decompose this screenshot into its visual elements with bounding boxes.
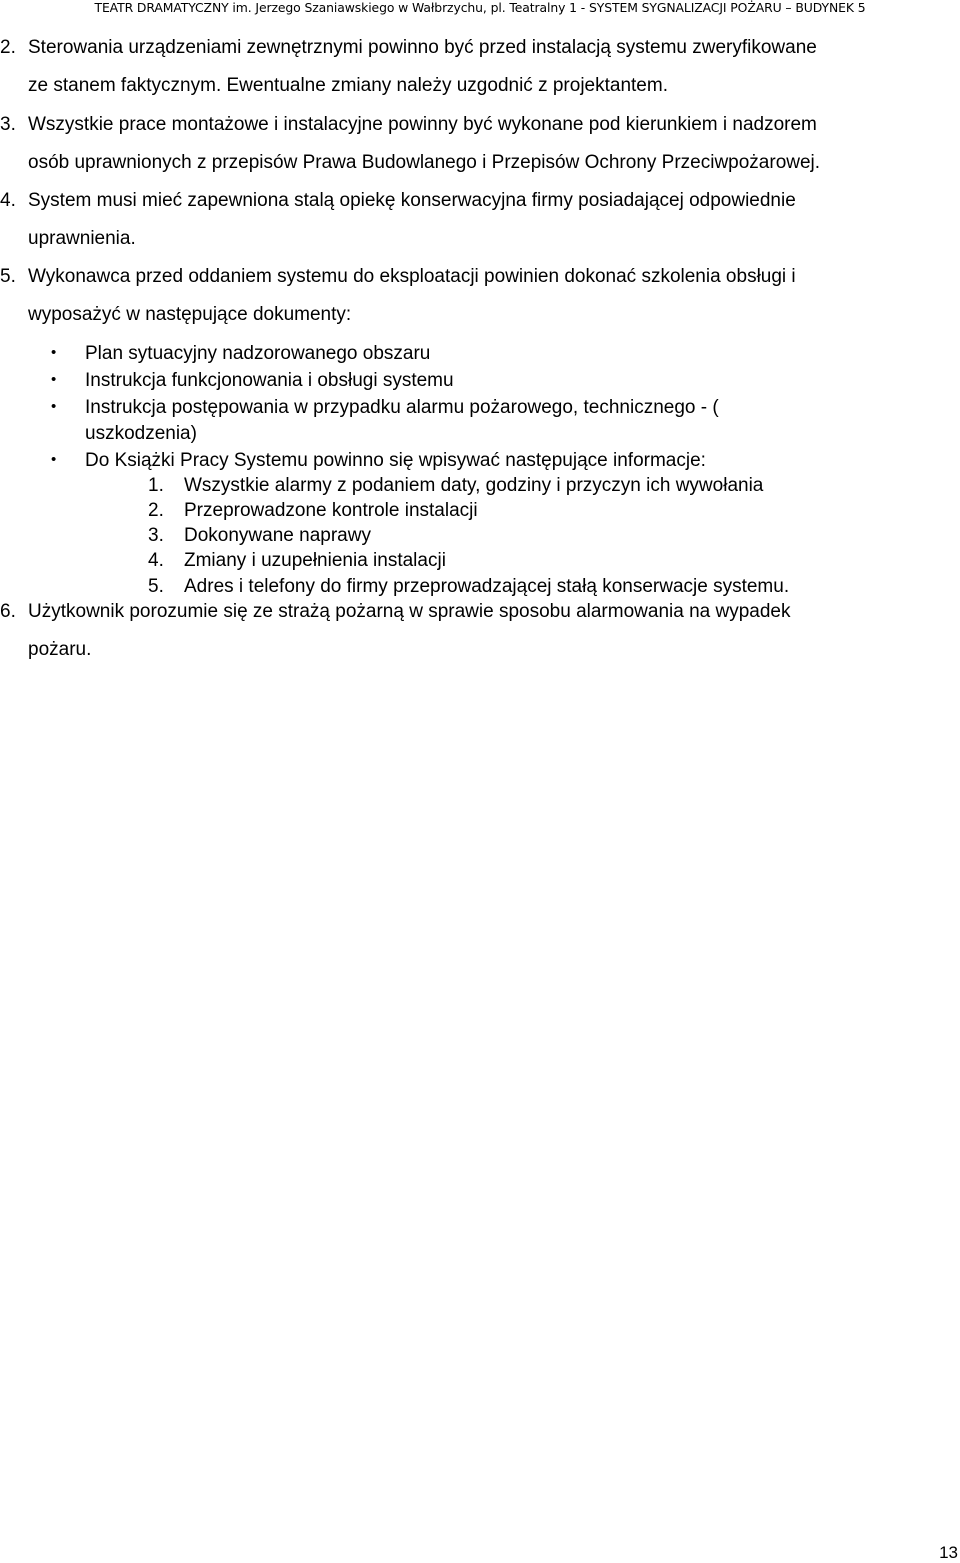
sub-item-number: 2. <box>148 500 164 521</box>
bullet-icon: • <box>51 398 57 415</box>
item-text-line1: Użytkownik porozumie się ze strażą pożarną w sprawie sposobu alarmowania na wypadek <box>28 601 791 622</box>
item-number: 2. <box>0 37 16 58</box>
sub-item-number: 5. <box>148 576 164 597</box>
bullet-item-continuation: uszkodzenia) <box>85 423 197 444</box>
item-text-line1: System musi mieć zapewniona stalą opiekę konserwacyjna firmy posiadającej odpowiednie <box>28 190 796 211</box>
bullet-item: Instrukcja funkcjonowania i obsługi systemu <box>85 370 454 391</box>
item-number: 3. <box>0 114 16 135</box>
sub-item-text: Zmiany i uzupełnienia instalacji <box>184 550 446 571</box>
sub-item-text: Wszystkie alarmy z podaniem daty, godziny i przyczyn ich wywołania <box>184 475 764 496</box>
item-text-line2: wyposażyć w następujące dokumenty: <box>28 304 352 325</box>
item-number: 5. <box>0 266 16 287</box>
item-text-line1: Wszystkie prace montażowe i instalacyjne powinny być wykonane pod kierunkiem i nadzorem <box>28 114 817 135</box>
sub-item-number: 3. <box>148 525 164 546</box>
page-number: 13 <box>939 1543 958 1562</box>
sub-item-text: Adres i telefony do firmy przeprowadzającej stałą konserwacje systemu. <box>184 576 790 597</box>
item-text-line1: Sterowania urządzeniami zewnętrznymi powinno być przed instalacją systemu zweryfikowane <box>28 37 817 58</box>
bullet-icon: • <box>51 451 57 468</box>
page-header: TEATR DRAMATYCZNY im. Jerzego Szaniawskiego w Wałbrzychu, pl. Teatralny 1 - SYSTEM SYGNALIZACJI POŻARU – BUDYNEK 5 <box>94 0 866 15</box>
sub-item-number: 4. <box>148 550 164 571</box>
item-text-line2: pożaru. <box>28 639 92 660</box>
item-text-line2: osób uprawnionych z przepisów Prawa Budowlanego i Przepisów Ochrony Przeciwpożarowej. <box>28 152 821 173</box>
item-number: 6. <box>0 601 16 622</box>
item-text-line1: Wykonawca przed oddaniem systemu do eksploatacji powinien dokonać szkolenia obsługi i <box>28 266 796 287</box>
item-number: 4. <box>0 190 16 211</box>
bullet-icon: • <box>51 344 57 361</box>
item-text-line2: uprawnienia. <box>28 228 136 249</box>
sub-item-number: 1. <box>148 475 164 496</box>
sub-item-text: Dokonywane naprawy <box>184 525 371 546</box>
bullet-item: Plan sytuacyjny nadzorowanego obszaru <box>85 343 431 364</box>
bullet-item: Do Książki Pracy Systemu powinno się wpisywać następujące informacje: <box>85 450 706 471</box>
item-text-line2: ze stanem faktycznym. Ewentualne zmiany należy uzgodnić z projektantem. <box>28 75 668 96</box>
bullet-icon: • <box>51 371 57 388</box>
sub-item-text: Przeprowadzone kontrole instalacji <box>184 500 478 521</box>
bullet-item: Instrukcja postępowania w przypadku alarmu pożarowego, technicznego - ( <box>85 397 719 418</box>
